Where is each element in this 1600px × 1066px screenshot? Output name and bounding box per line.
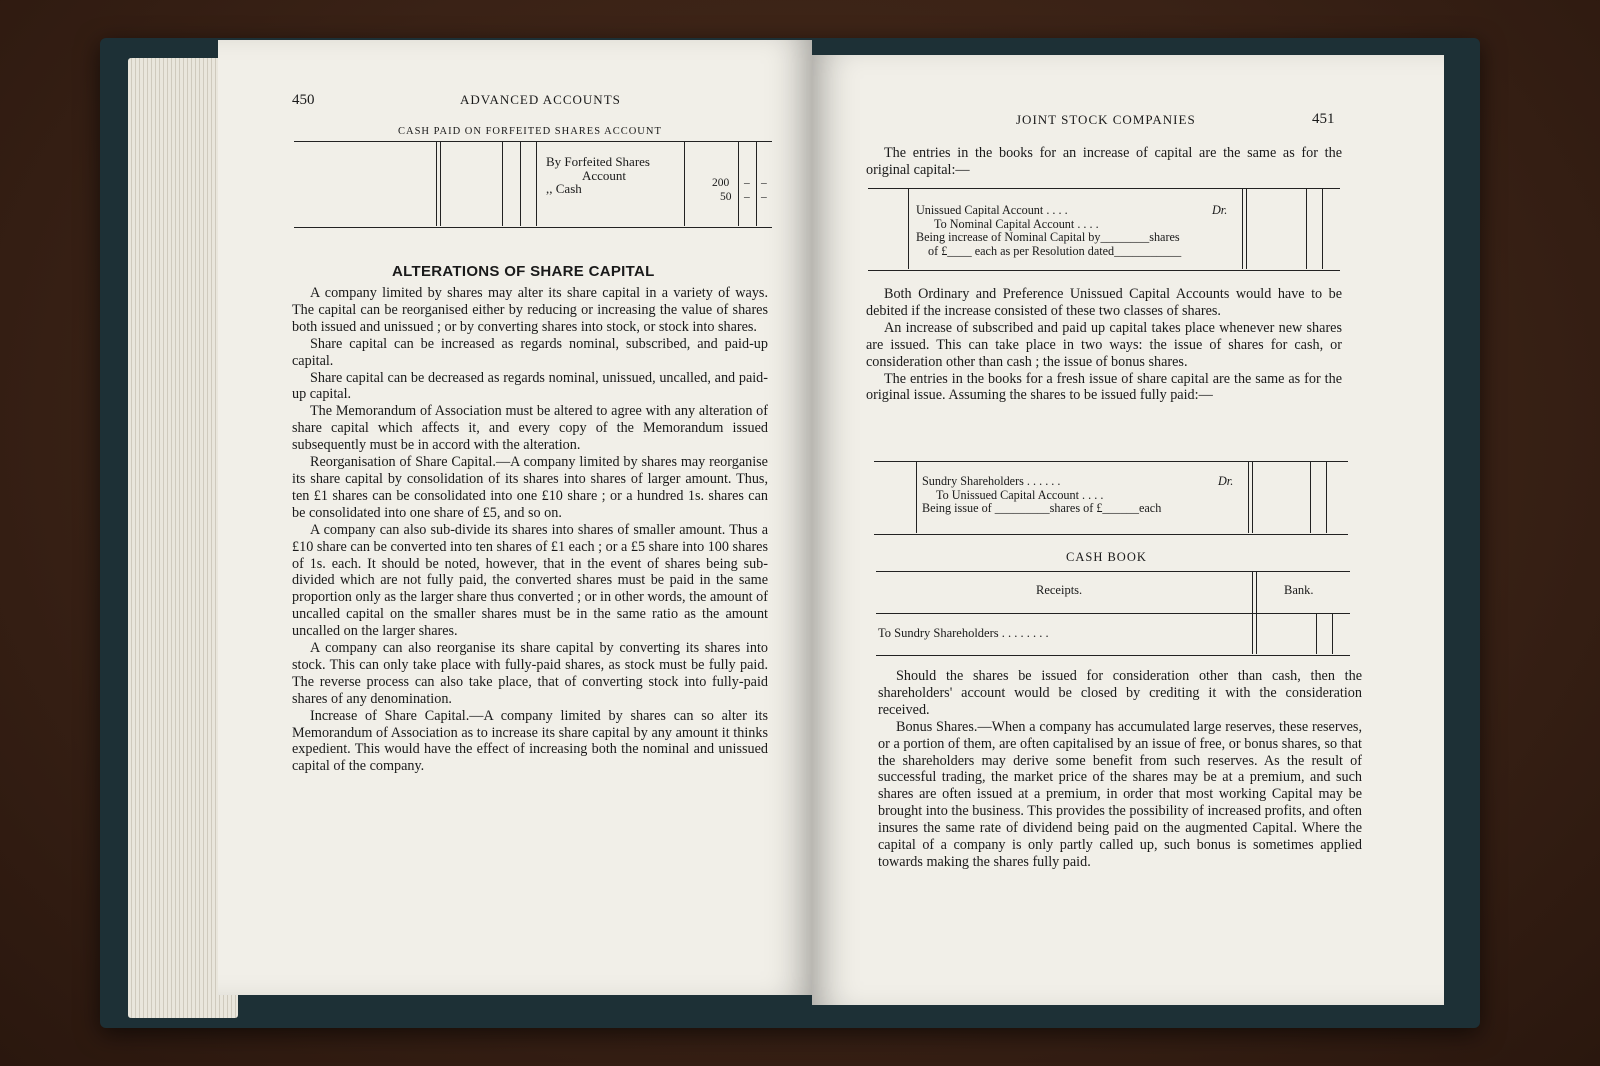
col-bank: Bank. (1284, 583, 1314, 597)
cash-book-row: To Sundry Shareholders . . . . . . . . (878, 626, 1049, 640)
amount-cash: 50 (720, 191, 732, 203)
right-body-text-2: Should the shares be issued for consideration other than cash, then the shareholders' account would be closed by crediting it with the consideration received. Bonus Shares.—When a company has accumulated large reserves, these reserves, or a portion of them, are often capitalised by an issue of free, or bonus shares, so that the shareholders may derive some benefit from such reserves. As the result of successful trading, the market price of the shares may be at a premium, and such shares are often issued at a premium, in order that most working Capital may be brought into the business. This provides the possibility of increased profits, and often insures the same rate of dividend being paid on the augmented Capital. Where the capital of a company is only partly called up, such bonus is sometimes applied towards making the shares fully paid. (878, 668, 1363, 870)
table-caption: CASH PAID ON FORFEITED SHARES ACCOUNT (398, 126, 662, 137)
table-top-rule (294, 141, 772, 142)
right-body-text-1: Both Ordinary and Preference Unissued Capital Accounts would have to be debited if the increase consisted of these two classes of shares. An increase of subscribed and paid up capital takes place whenever new shares are issued. This can take place in two ways: the issue of shares for cash, or consideration other than cash ; the issue of bonus shares. The entries in the books for a fresh issue of share capital are the same as for the original issue. Assuming the shares to be issued fully paid:— (866, 286, 1342, 404)
bonus-title: Bonus Shares. (896, 718, 978, 735)
paragraph: The Memorandum of Association must be altered to agree with any alteration of share capital which affects it, and every copy of the Memorandum issued subsequently must be in accord with the alteration. (292, 403, 768, 454)
reorg-title: Reorganisation of Share Capital. (310, 454, 496, 471)
journal-line: of £____ each as per Resolution dated___________ (928, 243, 1182, 258)
left-page: 450 ADVANCED ACCOUNTS CASH PAID ON FORFEITED SHARES ACCOUNT By Forfeited Shares Account ,, Cash 200 50 – – – – ALTERATIONS OF SHARE CAPITAL A company limited by shares may alter its share capital in a variety of ways. The capital can be reorganised either by reducing or increasing the value of shares both issued and unissued ; or by converting shares into stock, or stock into shares. Share capital can be increased as regards nominal, subscribed, and paid-up capital. Share capital can be decreased as regards nominal, unissued, uncalled, and paid-up capital. The Memorandum of Association must be altered to agree with any alteration of share capital which affects it, and every copy of the Memorandum issued subsequently must be in accord with the alteration. Reorganisation of Share Capital.—A company limited by shares may reorganise its share capital by consolidation of its shares into shares of larger amount. Thus, ten £1 shares can be consolidated into one £10 share ; or a hundred 1s. shares can be consolidated into one share of £5, and so on. A company can also sub-divide its shares into shares of smaller amount. Thus a £10 share can be converted into ten shares of £1 each ; or a £5 share into 100 shares of 1s. each. It should be noted, however, that in the event of shares being sub-divided which are not fully paid, the converted shares must be paid in the same proportion only as the larger share thus converted ; or in other words, the amount of uncalled capital on the smaller shares must be in the same ratio as the amount uncalled on the larger shares. A company can also reorganise its share capital by converting its shares into stock. This can only take place with fully-paid shares, as stock must be fully paid. The reverse process can also take place, that of converting stock into fully-paid shares of any denomination. Increase of Share Capital.—A company limited by shares can so alter its Memorandum of Association as to increase its share capital by any amount it thinks expedient. This would have the effect of increasing both the nominal and unissued capital of the company. (218, 40, 812, 995)
paragraph: Share capital can be decreased as regards nominal, unissued, uncalled, and paid-up capital. (292, 369, 768, 403)
table-entries (546, 155, 686, 196)
cash-book-title: CASH BOOK (1066, 550, 1147, 564)
paragraph: Increase of Share Capital.—A company limited by shares can so alter its Memorandum of Association as to increase its share capital by any amount it thinks expedient. This would have the effect of increasing both the nominal and unissued capital of the company. (292, 707, 768, 775)
amount-forfeited: 200 (712, 177, 730, 189)
col-receipts: Receipts. (1036, 583, 1083, 597)
paragraph: A company limited by shares may alter its share capital in a variety of ways. The capital can be reorganised either by reducing or increasing the value of shares both issued and unissued ; or by converting shares into stock, or stock into shares. (292, 285, 768, 335)
debit-label: Dr. (1218, 474, 1234, 488)
journal-line: To Nominal Capital Account . . . . (934, 216, 1099, 231)
intro-text: The entries in the books for an increase of capital are the same as for the original capital:— (866, 145, 1342, 178)
paragraph: Share capital can be increased as regards nominal, subscribed, and paid-up capital. (292, 335, 768, 369)
paragraph: Reorganisation of Share Capital.—A company limited by shares may reorganise its share capital by consolidation of its shares into shares of larger amount. Thus, ten £1 shares can be consolidated into one £10 share ; or a hundred 1s. shares can be consolidated into one share of £5, and so on. (292, 454, 768, 521)
page-number: 451 (1312, 111, 1335, 127)
running-head: ADVANCED ACCOUNTS (460, 92, 621, 107)
journal-line: Being increase of Nominal Capital by________shares (916, 230, 1180, 245)
left-body-text (292, 285, 768, 775)
journal-line: Being issue of _________shares of £______each (922, 501, 1162, 516)
journal-line: Sundry Shareholders . . . . . . (922, 474, 1061, 488)
table-row: By Forfeited Shares (546, 154, 650, 169)
increase-title: Increase of Share Capital. (310, 707, 470, 724)
debit-label: Dr. (1212, 203, 1228, 217)
right-page (812, 55, 1444, 1005)
page-number: 450 (292, 92, 315, 108)
table-row: ,, Cash (546, 181, 582, 196)
paragraph: A company can also sub-divide its shares into shares of smaller amount. Thus a £10 share can be converted into ten shares of £1 each ; or a £5 share into 100 shares of 1s. each. It should be noted, however, that in the event of shares being sub-divided which are not fully paid, the converted shares must be paid in the same proportion only as the larger share thus converted ; or in other words, the amount of uncalled capital on the smaller shares must be in the same ratio as the amount uncalled on the larger shares. (292, 521, 768, 640)
running-head: JOINT STOCK COMPANIES (1016, 112, 1196, 127)
table-row: Account (582, 167, 627, 183)
journal-line: To Unissued Capital Account . . . . (936, 487, 1104, 502)
table-bottom-rule (294, 227, 772, 228)
journal-line: Unissued Capital Account . . . . (916, 203, 1068, 217)
section-heading: ALTERATIONS OF SHARE CAPITAL (392, 263, 655, 280)
paragraph: A company can also reorganise its share capital by converting its shares into stock. This can only take place with fully-paid shares, as stock must be fully paid. The reverse process can also take place, that of converting stock into fully-paid shares of any denomination. (292, 640, 768, 707)
